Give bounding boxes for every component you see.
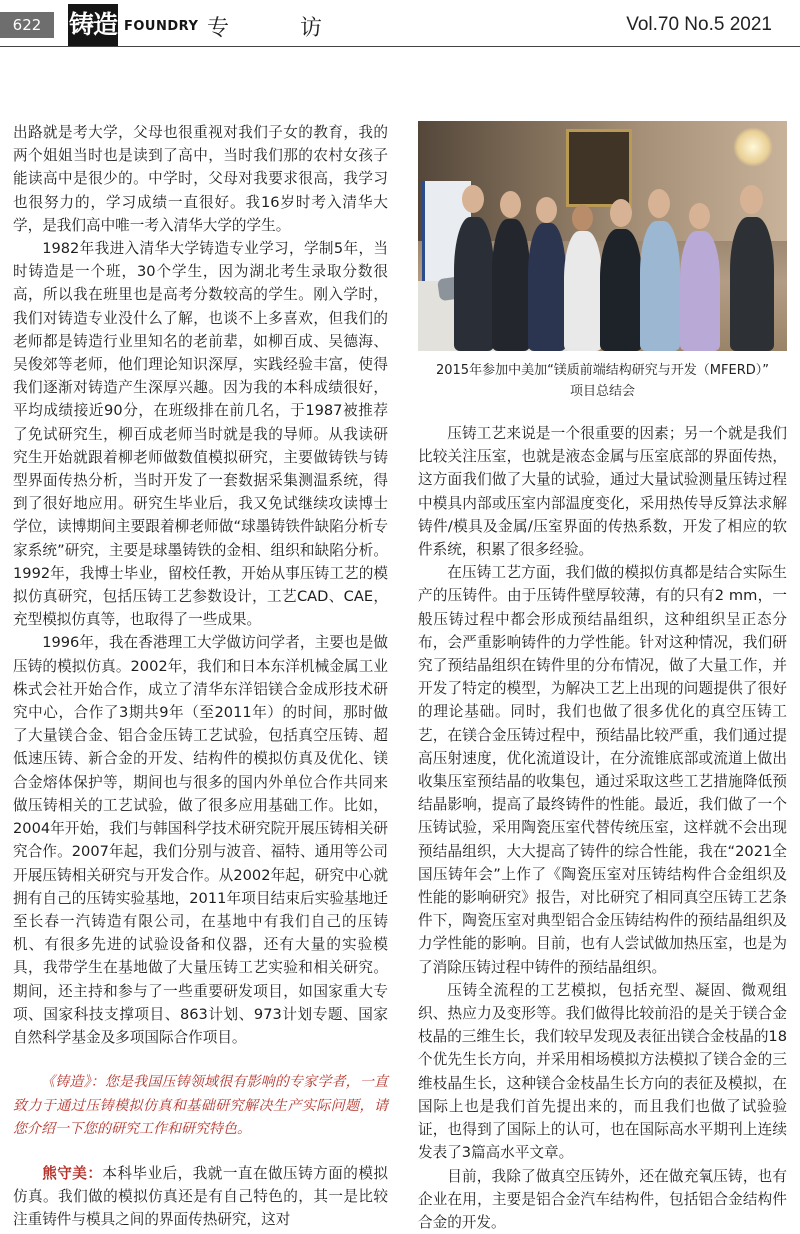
answer-speaker: 熊守美： [42, 1165, 102, 1182]
header-divider [0, 46, 800, 47]
spacer [418, 402, 787, 422]
photo-person [454, 217, 494, 351]
paragraph: 1982年我进入清华大学铸造专业学习，学制5年，当时铸造是一个班，30个学生，因为湖北考生录取分数很高，所以我在班里也是高考分数较高的学生。刚入学时，我们对铸造专业没什么了解，也谈不上多喜欢，但我们的老师都是铸造行业里知名的老前辈，如柳百成、吴德海、吴俊郊等老师，他们理论知识深厚，实践经验丰富，使得我们逐渐对铸造产生深厚兴趣。因为我的本科成绩很好，平均成绩接近90分，在班级排在前几名，于1987被推荐了免试研究生，柳百成老师当时就是我的导师。从我读研究生开始就跟着柳老师做数值模拟研究，主要做铸铁与铸型界面传热分析，当时开发了一套数据采集测温系统，得到了很好地应用。研究生毕业后，我又免试继续攻读博士学位，读博期间主要跟着柳老师做“球墨铸铁件缺陷分析专家系统”研究，主要是球墨铸铁的金相、组织和缺陷分析。1992年，我博士毕业，留校任教，开始从事压铸工艺的模拟仿真研究，包括压铸工艺参数设计，工艺CAD、CAE，充型模拟仿真等，也取得了一些成果。 [13, 237, 388, 631]
interview-answer [13, 1162, 388, 1232]
photo-person-head [462, 185, 484, 213]
answer-text: 本科毕业后，我就一直在做压铸方面的模拟仿真。我们做的模拟仿真还是有自己特色的，其一是比较注重铸件与模具之间的界面传热研究，这对 [13, 1165, 388, 1228]
paragraph: 目前，我除了做真空压铸外，还在做充氧压铸，也有企业在用，主要是铝合金汽车结构件，包括铝合金结构件合金的开发。 [418, 1165, 787, 1234]
photo-person [600, 229, 642, 351]
paragraph: 压铸全流程的工艺模拟，包括充型、凝固、微观组织、热应力及变形等。我们做得比较前沿的是关于镁合金枝晶的三维生长，我们较早发现及表征出镁合金枝晶的18个优先生长方向，并采用相场模拟方法模拟了镁合金的三维枝晶生长，这种镁合金枝晶生长方向的表征及模拟，在国际上也是我们首先提出来的，而且我们也做了试验验证，也得到了国际上的认可，也在国际高水平期刊上连续发表了3篇高水平文章。 [418, 979, 787, 1165]
photo-person [492, 219, 530, 351]
photo-caption [418, 360, 787, 402]
volume-info: Vol.70 No.5 2021 [626, 14, 772, 36]
paragraph: 压铸工艺来说是一个很重要的因素；另一个就是我们比较关注压室，也就是液态金属与压室底部的界面传热，这方面我们做了大量的试验，通过大量试验测量压铸过程中模具内部或压室内部温度变化，采用热传导反算法求解铸件/模具及金属/压室界面的传热系数，开发了相应的软件系统，积累了很多经验。 [418, 422, 787, 561]
photo-person-head [536, 197, 557, 223]
photo-lamp [733, 127, 773, 167]
page-header [0, 0, 800, 62]
photo-person-head [740, 185, 763, 214]
photo-person-head [610, 199, 632, 227]
photo-person [730, 217, 774, 351]
left-column [13, 121, 388, 1231]
photo-person [528, 223, 566, 351]
group-photo [418, 121, 787, 351]
right-column [418, 121, 787, 1234]
journal-logo: 铸造 [68, 4, 118, 46]
spacer [13, 1142, 388, 1162]
photo-person-head [500, 191, 521, 218]
photo-person [640, 221, 680, 351]
interview-question: 《铸造》：您是我国压铸领域很有影响的专家学者，一直致力于通过压铸模拟仿真和基础研究解决生产实际问题，请您介绍一下您的研究工作和研究特色。 [13, 1071, 388, 1142]
caption-line: 项目总结会 [418, 381, 787, 402]
page-number: 622 [0, 12, 54, 38]
photo-painting [566, 129, 632, 207]
photo-person [564, 231, 602, 351]
paragraph: 在压铸工艺方面，我们做的模拟仿真都是结合实际生产的压铸件。由于压铸件壁厚较薄，有的只有2 mm，一般压铸过程中都会形成预结晶组织，这种组织呈正态分布，会严重影响铸件的力学性能。针对这种情况，我们研究了预结晶组织在铸件里的分布情况，做了大量工作，并开发了特定的模型，为解决工艺上出现的问题提供了很好的理论基础。同时，我们也做了很多优化的真空压铸工艺，在镁合金压铸过程中，预结晶比较严重，我们通过提高压射速度，优化流道设计，在分流锥底部或流道上做出收集压室预结晶的收集包，通过采取这些工艺措施降低预结晶影响，提高了最终铸件的性能。最近，我们做了一个压铸试验，采用陶瓷压室代替传统压室，这样就不会出现预结晶组织，大大提高了铸件的综合性能，我在“2021全国压铸年会”上作了《陶瓷压室对压铸结构件合金组织及性能的影响研究》报告，对比研究了相同真空压铸工艺条件下，陶瓷压室对典型铝合金压铸结构件的预结晶组织及力学性能的影响。目前，也有人尝试做加热压室，也是为了消除压铸过程中铸件的预结晶组织。 [418, 561, 787, 979]
photo-person-head [648, 189, 670, 218]
journal-logo-en: FOUNDRY [124, 19, 198, 34]
section-title: 专 访 [207, 11, 354, 42]
photo-person-head [572, 205, 593, 231]
paragraph: 1996年，我在香港理工大学做访问学者，主要也是做压铸的模拟仿真。2002年，我们和日本东洋机械金属工业株式会社开始合作，成立了清华东洋铝镁合金成形技术研究中心，合作了3期共9年（至2011年）的时间，那时做了大量镁合金、铝合金压铸工艺试验，包括真空压铸、超低速压铸、新合金的开发、结构件的模拟仿真及优化、镁合金熔体保护等，期间也与很多的国内外单位合作共同来做压铸相关的工艺试验，做了很多应用基础工作。比如，2004年开始，我们与韩国科学技术研究院开展压铸相关研究合作。2007年起，我们分别与波音、福特、通用等公司开展压铸相关研究与开发合作。从2002年起，研究中心就拥有自己的压铸实验基地，2011年项目结束后实验基地迁至长春一汽铸造有限公司，在基地中有我们自己的压铸机、有很多先进的试验设备和仪器，还有大量的实验模具，我带学生在基地做了大量压铸工艺实验和相关研究。期间，还主持和参与了一些重要研发项目，如国家重大专项、国家科技支撑项目、863计划、973计划专题、国家自然科学基金及多项国际合作项目。 [13, 631, 388, 1049]
photo-person-head [689, 203, 710, 229]
paragraph: 出路就是考大学，父母也很重视对我们子女的教育，我的两个姐姐当时也是读到了高中，当时我们那的农村女孩子能读高中是很少的。中学时，父母对我要求很高，我学习也很努力的，学习成绩一直很好。我16岁时考入清华大学，是我们高中唯一考入清华大学的学生。 [13, 121, 388, 237]
photo-person [680, 231, 720, 351]
caption-line: 2015年参加中美加“镁质前端结构研究与开发（MFERD）” [418, 360, 787, 381]
